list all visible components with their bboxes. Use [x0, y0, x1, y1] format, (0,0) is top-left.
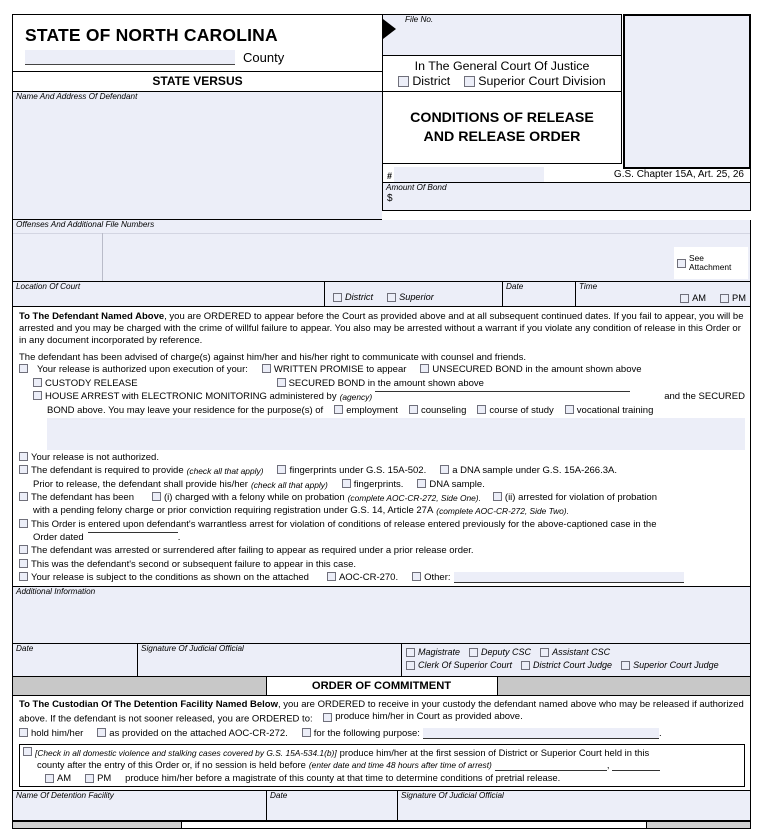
dollar-sign: $ [387, 192, 393, 204]
clerk-superior-court-checkbox[interactable] [406, 661, 415, 670]
produce-in-court-checkbox[interactable] [323, 713, 332, 722]
offenses-column-divider [102, 233, 103, 281]
written-promise-label: WRITTEN PROMISE to appear [273, 364, 407, 376]
aoc-cr-270-checkbox[interactable] [327, 572, 336, 581]
for-following-purpose-checkbox[interactable] [302, 728, 311, 737]
order-paragraph [19, 311, 745, 347]
arrested-surrendered-label: The defendant was arrested or surrendered after failing to appear as required under a prior release order. [31, 545, 474, 557]
additional-information-label: Additional Information [16, 587, 96, 597]
advised-statement: The defendant has been advised of charge(s) against him/her and his/her right to communicate with counsel and friends. [19, 352, 526, 364]
prior-release-row [19, 479, 745, 491]
unsecured-bond-checkbox[interactable] [420, 364, 429, 373]
release-authorized-checkbox[interactable] [19, 364, 28, 373]
arrested-violation-checkbox[interactable] [493, 492, 502, 501]
see-attachment-checkbox[interactable] [677, 259, 686, 268]
required-provide-checkbox[interactable] [19, 465, 28, 474]
subject-conditions-row [19, 572, 745, 584]
secured-bond-label: SECURED BOND in the amount shown above [288, 377, 484, 389]
second-failure-row [19, 559, 745, 571]
district-division-checkbox[interactable] [398, 76, 409, 87]
produce-in-court-label: produce him/her in Court as provided above. [335, 711, 523, 723]
dv-am-checkbox[interactable] [45, 774, 54, 783]
district-court-judge-label: District Court Judge [533, 660, 613, 671]
house-arrest-notes-field[interactable] [47, 418, 745, 450]
other-input[interactable] [454, 572, 684, 583]
not-authorized-row [19, 452, 745, 464]
assistant-csc-checkbox[interactable] [540, 648, 549, 657]
custodian-paragraph-text: , you are ORDERED to receive in your custody the defendant named above who may be released if authorized above. If the defendant is not sooner released, you are ORDERED to: [19, 699, 744, 726]
am-checkbox[interactable] [680, 294, 689, 303]
purpose-employment-label: employment [346, 404, 398, 416]
court-time-label: Time [579, 282, 598, 291]
order-dated-label: Order dated [33, 531, 84, 543]
superior-division-label: Superior Court Division [478, 74, 606, 88]
second-failure-checkbox[interactable] [19, 559, 28, 568]
hold-row: hold him/her as provided on the attached AOC-CR-272. for the following purpose: . [19, 728, 745, 740]
form-title-line1: CONDITIONS OF RELEASE [410, 110, 594, 127]
bond-purposes-row [19, 405, 745, 417]
order-paragraph-text: , you are ORDERED to appear before the Court as provided above and at all subsequent continued dates. If you fail to appear, you will be arrested and you may be charged with the crime of willful failure to appear. You also may be arrested without a warrant if you violate any condition of release in this Order or in any document incorporated by reference. [19, 311, 744, 347]
location-of-court-row [12, 282, 751, 307]
additional-information-field[interactable] [12, 587, 751, 644]
required-provide-label: The defendant is required to provide [31, 465, 184, 477]
dv-pm-checkbox[interactable] [85, 774, 94, 783]
arrested-violation-label: (ii) arrested for violation of probation [504, 491, 657, 503]
form-title-line2: AND RELEASE ORDER [423, 128, 581, 145]
county-input[interactable] [25, 50, 235, 65]
judicial-date-field[interactable] [13, 644, 137, 676]
release-authorized-row [19, 364, 745, 376]
fingerprints-gs-label: fingerprints under G.S. 15A-502. [289, 465, 427, 477]
house-arrest-secured-text: and the SECURED [664, 391, 745, 403]
dv-line-1 [23, 747, 741, 759]
following-purpose-input[interactable] [423, 728, 659, 739]
defendant-has-been-row [19, 492, 745, 504]
purpose-course-of-study-label: course of study [489, 404, 554, 416]
house-arrest-checkbox[interactable] [33, 391, 42, 400]
subject-conditions-checkbox[interactable] [19, 572, 28, 581]
judicial-date-label: Date [16, 644, 34, 654]
magistrate-label: Magistrate [418, 647, 461, 658]
dv-line-3 [23, 772, 741, 784]
amount-of-bond-field[interactable] [382, 183, 751, 211]
offenses-divider [13, 233, 750, 234]
dna-gs-checkbox[interactable] [440, 465, 449, 474]
fingerprints-short-label: fingerprints. [353, 478, 404, 490]
for-following-purpose-label: for the following purpose: [313, 728, 420, 740]
court-date-label: Date [506, 282, 524, 291]
dv-pm-label: PM [97, 771, 112, 783]
hold-him-her-label: hold him/her [31, 728, 84, 740]
order-body [12, 307, 751, 587]
see-attachment-group[interactable] [674, 247, 748, 279]
bond-above-text: BOND above. You may leave your residence for the purpose(s) of [47, 404, 324, 416]
custodian-bold-lead: To The Custodian Of The Detention Facility Named Below [19, 699, 278, 711]
header-left-panel [12, 14, 382, 220]
purpose-vocational-checkbox[interactable] [565, 405, 574, 414]
court-date-field[interactable] [502, 282, 575, 306]
house-arrest-agency-hint: (agency) [339, 392, 373, 403]
county-row [13, 50, 382, 71]
am-label: AM [692, 293, 707, 303]
house-arrest-agency-input[interactable] [375, 391, 630, 392]
subject-conditions-label: Your release is subject to the conditions as shown on the attached [31, 571, 309, 583]
dv-date-input[interactable] [495, 759, 607, 771]
judicial-signature-label: Signature Of Judicial Official [141, 644, 244, 654]
domestic-violence-block [19, 744, 745, 788]
charged-felony-label: (i) charged with a felony while on probation [164, 491, 345, 503]
file-no-label: File No. [405, 15, 434, 24]
required-provide-hint: (check all that apply) [186, 466, 264, 477]
purpose-counseling-label: counseling [420, 404, 467, 416]
court-division-block [382, 56, 622, 92]
stamp-box[interactable] [623, 14, 751, 169]
dv-text: produce him/her at the first session of District or Superior Court held in this [339, 746, 650, 758]
aoc-cr-270-label: AOC-CR-270. [338, 571, 399, 583]
general-court-label: In The General Court Of Justice [414, 59, 590, 73]
unsecured-bond-label: UNSECURED BOND in the amount shown above [432, 364, 642, 376]
location-of-court-label: Location Of Court [16, 282, 81, 291]
see-attachment-line1: See [689, 253, 704, 264]
domestic-violence-checkbox[interactable] [23, 747, 32, 756]
custodian-paragraph [19, 699, 745, 726]
other-checkbox[interactable] [412, 572, 421, 581]
order-of-commitment-title: ORDER OF COMMITMENT [266, 677, 498, 695]
warrantless-arrest-row [19, 519, 745, 531]
commitment-signature-field[interactable] [397, 791, 750, 820]
location-district-label: District [345, 292, 374, 302]
dv-check-hint: [Check in all domestic violence and stalking cases covered by G.S. 15A-534.1(b)] [35, 747, 337, 758]
commitment-signature-label: Signature Of Judicial Official [401, 791, 504, 801]
other-label: Other: [424, 571, 451, 583]
hold-him-her-checkbox[interactable] [19, 728, 28, 737]
purpose-course-of-study-checkbox[interactable] [477, 405, 486, 414]
defendant-has-been-label: The defendant has been [31, 491, 135, 503]
defendant-has-been-checkbox[interactable] [19, 492, 28, 501]
commitment-date-field[interactable] [266, 791, 397, 820]
prior-release-label: Prior to release, the defendant shall provide his/her [33, 478, 248, 490]
case-number-input[interactable] [394, 167, 544, 182]
magistrate-checkbox[interactable] [406, 648, 415, 657]
not-authorized-checkbox[interactable] [19, 452, 28, 461]
not-authorized-label: Your release is not authorized. [31, 451, 159, 463]
aoc272-side-one-hint: (complete AOC-CR-272, Side One). [347, 492, 481, 503]
header-right-panel [382, 14, 751, 220]
signature-row [12, 644, 751, 677]
form-header [12, 14, 751, 220]
dna-short-label: DNA sample. [429, 478, 485, 490]
warrantless-arrest-label: This Order is entered upon defendant's warrantless arrest for violation of conditions of release entered previously for the above-captioned case in the [31, 518, 657, 530]
purpose-vocational-label: vocational training [576, 404, 654, 416]
custody-release-label: CUSTODY RELEASE [45, 377, 138, 389]
order-bold-lead: To The Defendant Named Above [19, 311, 165, 322]
release-authorized-label: Your release is authorized upon execution of your: [37, 364, 248, 376]
written-promise-checkbox[interactable] [262, 364, 271, 373]
official-role-group [401, 644, 750, 676]
order-dated-row: Order dated . [19, 532, 745, 544]
location-superior-label: Superior [399, 292, 434, 302]
order-of-commitment-band [12, 677, 751, 695]
dv-am-label: AM [57, 771, 72, 783]
purpose-employment-checkbox[interactable] [334, 405, 343, 414]
detention-facility-field[interactable] [13, 791, 266, 820]
see-attachment-line2: Attachment [689, 262, 732, 272]
aoc272-side-two-hint: (complete AOC-CR-272, Side Two). [436, 506, 569, 517]
prior-release-hint: (check all that apply) [250, 479, 328, 490]
clerk-superior-court-label: Clerk Of Superior Court [418, 660, 513, 671]
file-no-field[interactable] [382, 14, 622, 56]
second-failure-label: This was the defendant's second or subsequent failure to appear in this case. [31, 558, 357, 570]
dv-time-input[interactable] [612, 759, 660, 771]
required-provide-row [19, 465, 745, 477]
district-court-judge-checkbox[interactable] [521, 661, 530, 670]
pending-felony-row [19, 505, 745, 517]
hash-symbol: # [387, 171, 393, 181]
defendant-name-address-field[interactable] [13, 92, 382, 219]
superior-court-judge-label: Superior Court Judge [633, 660, 719, 671]
as-provided-attached-label: as provided on the attached AOC-CR-272. [109, 728, 288, 740]
dv-line-2: county after the entry of this Order or, if no session is held before (enter date and time 48 hours after time of arrest) , [23, 759, 741, 771]
dv-line3-label: produce him/her before a magistrate of this county at that time to determine conditions of pretrial release. [125, 771, 561, 783]
offenses-label: Offenses And Additional File Numbers [16, 220, 155, 229]
county-label: County [243, 50, 285, 65]
assistant-csc-label: Assistant CSC [552, 647, 611, 658]
fingerprints-gs-checkbox[interactable] [277, 465, 286, 474]
warrantless-arrest-checkbox[interactable] [19, 519, 28, 528]
judicial-signature-field[interactable] [137, 644, 401, 676]
dv-line2-label: county after the entry of this Order or, if no session is held before [37, 758, 306, 770]
pending-felony-label: with a pending felony charge or prior conviction requiring registration under G.S. 14, Article 27A [33, 505, 434, 517]
custody-release-row [19, 378, 745, 390]
offenses-field[interactable] [12, 220, 751, 282]
location-of-court-field[interactable] [13, 282, 324, 306]
triangle-marker-icon [383, 19, 396, 39]
state-versus-heading: STATE VERSUS [13, 71, 382, 92]
arrested-surrendered-row [19, 545, 745, 557]
court-time-field[interactable] [575, 282, 750, 306]
pm-checkbox[interactable] [720, 294, 729, 303]
form-title-block [382, 92, 622, 164]
page-title: STATE OF NORTH CAROLINA [25, 25, 278, 45]
custody-release-checkbox[interactable] [33, 378, 42, 387]
order-dated-input[interactable] [88, 532, 178, 533]
arrested-surrendered-checkbox[interactable] [19, 545, 28, 554]
as-provided-attached-checkbox[interactable] [97, 728, 106, 737]
fingerprints-short-checkbox[interactable] [342, 479, 351, 488]
deputy-csc-label: Deputy CSC [481, 647, 532, 658]
dna-gs-label: a DNA sample under G.S. 15A-266.3A. [452, 465, 617, 477]
commitment-date-label: Date [270, 791, 288, 801]
detention-facility-label: Name Of Detention Facility [16, 791, 114, 801]
purpose-counseling-checkbox[interactable] [409, 405, 418, 414]
statute-reference: G.S. Chapter 15A, Art. 25, 26 [613, 169, 744, 180]
court-type-group [324, 282, 502, 306]
location-district-checkbox[interactable] [333, 293, 342, 302]
amount-of-bond-label: Amount Of Bond [386, 183, 447, 192]
district-division-label: District [412, 74, 451, 88]
pm-label: PM [732, 293, 746, 303]
deputy-csc-checkbox[interactable] [469, 648, 478, 657]
dv-enter-date-hint: (enter date and time 48 hours after time of arrest) [308, 759, 492, 770]
dna-short-checkbox[interactable] [417, 479, 426, 488]
location-superior-checkbox[interactable] [387, 293, 396, 302]
commitment-body [12, 695, 751, 791]
superior-division-checkbox[interactable] [464, 76, 475, 87]
house-arrest-text: HOUSE ARREST with ELECTRONIC MONITORING administered by [45, 391, 337, 403]
charged-felony-checkbox[interactable] [152, 492, 161, 501]
detention-facility-row [12, 791, 751, 821]
house-arrest-row [19, 391, 745, 403]
superior-court-judge-checkbox[interactable] [621, 661, 630, 670]
secured-bond-checkbox[interactable] [277, 378, 286, 387]
defendant-label: Name And Address Of Defendant [16, 92, 138, 101]
